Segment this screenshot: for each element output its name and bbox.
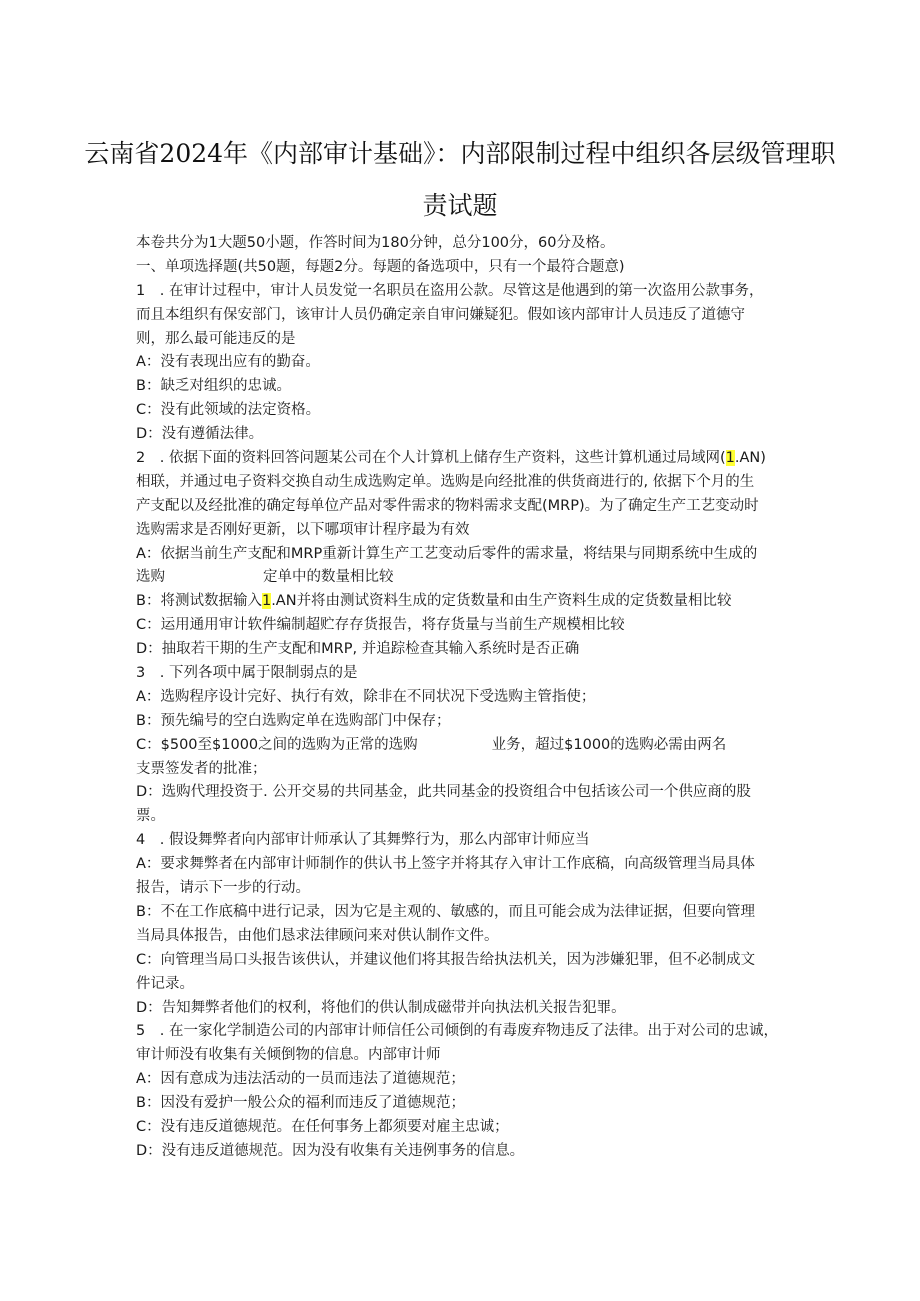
question-2-option-b-text: B：将测试数据输入 [136, 593, 262, 610]
exam-body [136, 232, 796, 1164]
question-4-option-b: B：不在工作底稿中进行记录，因为它是主观的、敏感的，而且可能会成为法律证据，但要向管理 [136, 903, 755, 920]
question-5-option-c: C：没有违反道德规范。在任何事务上都须要对雇主忠诚； [136, 1118, 509, 1135]
question-2-option-b [136, 590, 796, 614]
question-1-stem-cont: 而且本组织有保安部门，该审计人员仍确定亲自审问嫌疑犯。假如该内部审计人员违反了道德守 [136, 306, 745, 323]
highlighted-text: 1 [725, 450, 735, 467]
page-title-line-1: 云南省2024年《内部审计基础》：内部限制过程中组织各层级管理职 [84, 139, 836, 168]
question-5-option-b: B：因没有爱护一般公众的福利而违反了道德规范； [136, 1095, 465, 1112]
question-2-stem-cont: 选购需求是否刚好更新，以下哪项审计程序最为有效 [136, 521, 470, 538]
question-2-option-b-text-end: .AN并将由测试资料生成的定货数量和由生产资料生成的定货数量相比较 [271, 593, 732, 610]
question-4-option-c-cont: 件记录。 [136, 975, 194, 992]
section-heading: 一、单项选择题(共50题，每题2分。每题的备选项中，只有一个最符合题意) [136, 258, 625, 275]
question-3-stem: 3 . 下列各项中属于限制弱点的是 [136, 665, 358, 682]
question-2-stem-text: 2 . 依据下面的资料回答问题某公司在个人计算机上储存生产资料，这些计算机通过局域网( [136, 450, 726, 467]
question-2-option-d: D：抽取若干期的生产支配和MRP, 并追踪检查其输入系统时是否正确 [136, 641, 580, 658]
question-3-option-c [136, 734, 796, 758]
question-2-option-a: A：依据当前生产支配和MRP重新计算生产工艺变动后零件的需求量，将结果与同期系统中生成的 [136, 545, 758, 562]
question-1-stem: 1 . 在审计过程中，审计人员发觉一名职员在盗用公款。尽管这是他遇到的第一次盗用公款事务， [136, 282, 764, 299]
page-title-line-2: 责试题 [422, 191, 498, 220]
question-3-option-c-text: C：$500至$1000之间的选购为正常的选购 [136, 736, 418, 753]
question-2-option-c: C：运用通用审计软件编制超贮存存货报告，将存货量与当前生产规模相比较 [136, 617, 625, 634]
question-1-option-a: A：没有表现出应有的勤奋。 [136, 354, 320, 371]
question-4-option-d: D：告知舞弊者他们的权利，将他们的供认制成磁带并向执法机关报告犯罪。 [136, 999, 626, 1016]
question-5-stem: 5 . 在一家化学制造公司的内部审计师信任公司倾倒的有毒废弃物违反了法律。出于对公司的忠诚， [136, 1023, 778, 1040]
question-3-option-a: A：选购程序设计完好、执行有效，除非在不同状况下受选购主管指使； [136, 688, 596, 705]
question-1-stem-cont: 则，那么最可能违反的是 [136, 330, 296, 347]
question-3-option-d: D：选购代理投资于. 公开交易的共同基金，此共同基金的投资组合中包括该公司一个供应商的股 [136, 784, 751, 801]
question-2-option-a-text-end: 定单中的数量相比较 [263, 569, 394, 586]
question-4-option-b-cont: 当局具体报告，由他们恳求法律顾问来对供认制作文件。 [136, 927, 499, 944]
question-3-option-d-cont: 票。 [136, 808, 165, 825]
question-4-option-c: C：向管理当局口头报告该供认，并建议他们将其报告给执法机关，因为涉嫌犯罪，但不必制成文 [136, 951, 756, 968]
question-1-option-d: D：没有遵循法律。 [136, 426, 264, 443]
intro-text: 本卷共分为1大题50小题，作答时间为180分钟，总分100分，60分及格。 [136, 235, 615, 251]
question-5-stem-cont: 审计师没有收集有关倾倒物的信息。内部审计师 [136, 1047, 441, 1064]
question-1-option-c: C：没有此领域的法定资格。 [136, 402, 321, 419]
question-2-stem-text-end: .AN) [734, 450, 766, 467]
question-3-option-b: B：预先编号的空白选购定单在选购部门中保存； [136, 712, 451, 729]
question-2-stem [136, 447, 796, 471]
question-2-option-a-cont [136, 566, 796, 590]
question-3-option-c-cont: 支票签发者的批准； [136, 760, 267, 777]
question-3-option-c-text-end: 业务，超过$1000的选购必需由两名 [491, 736, 727, 753]
question-1-option-b: B：缺乏对组织的忠诚。 [136, 378, 291, 395]
question-4-option-a: A：要求舞弊者在内部审计师制作的供认书上签字并将其存入审计工作底稿，向高级管理当局具体 [136, 856, 755, 873]
question-2-option-a-text: 选购 [136, 569, 165, 586]
question-4-option-a-cont: 报告，请示下一步的行动。 [136, 880, 310, 897]
question-5-option-d: D：没有违反道德规范。因为没有收集有关违例事务的信息。 [136, 1142, 525, 1159]
highlighted-text: 1 [261, 593, 272, 610]
question-2-stem-cont: 相联，并通过电子资料交换自动生成选购定单。选购是向经批准的供货商进行的, 依据下个月的生 [136, 473, 755, 490]
question-2-stem-cont: 产支配以及经批准的确定每单位产品对零件需求的物料需求支配(MRP)。为了确定生产工艺变动时 [136, 497, 759, 514]
question-5-option-a: A：因有意成为违法活动的一员而违法了道德规范； [136, 1071, 465, 1088]
question-4-stem: 4 . 假设舞弊者向内部审计师承认了其舞弊行为，那么内部审计师应当 [136, 832, 590, 849]
